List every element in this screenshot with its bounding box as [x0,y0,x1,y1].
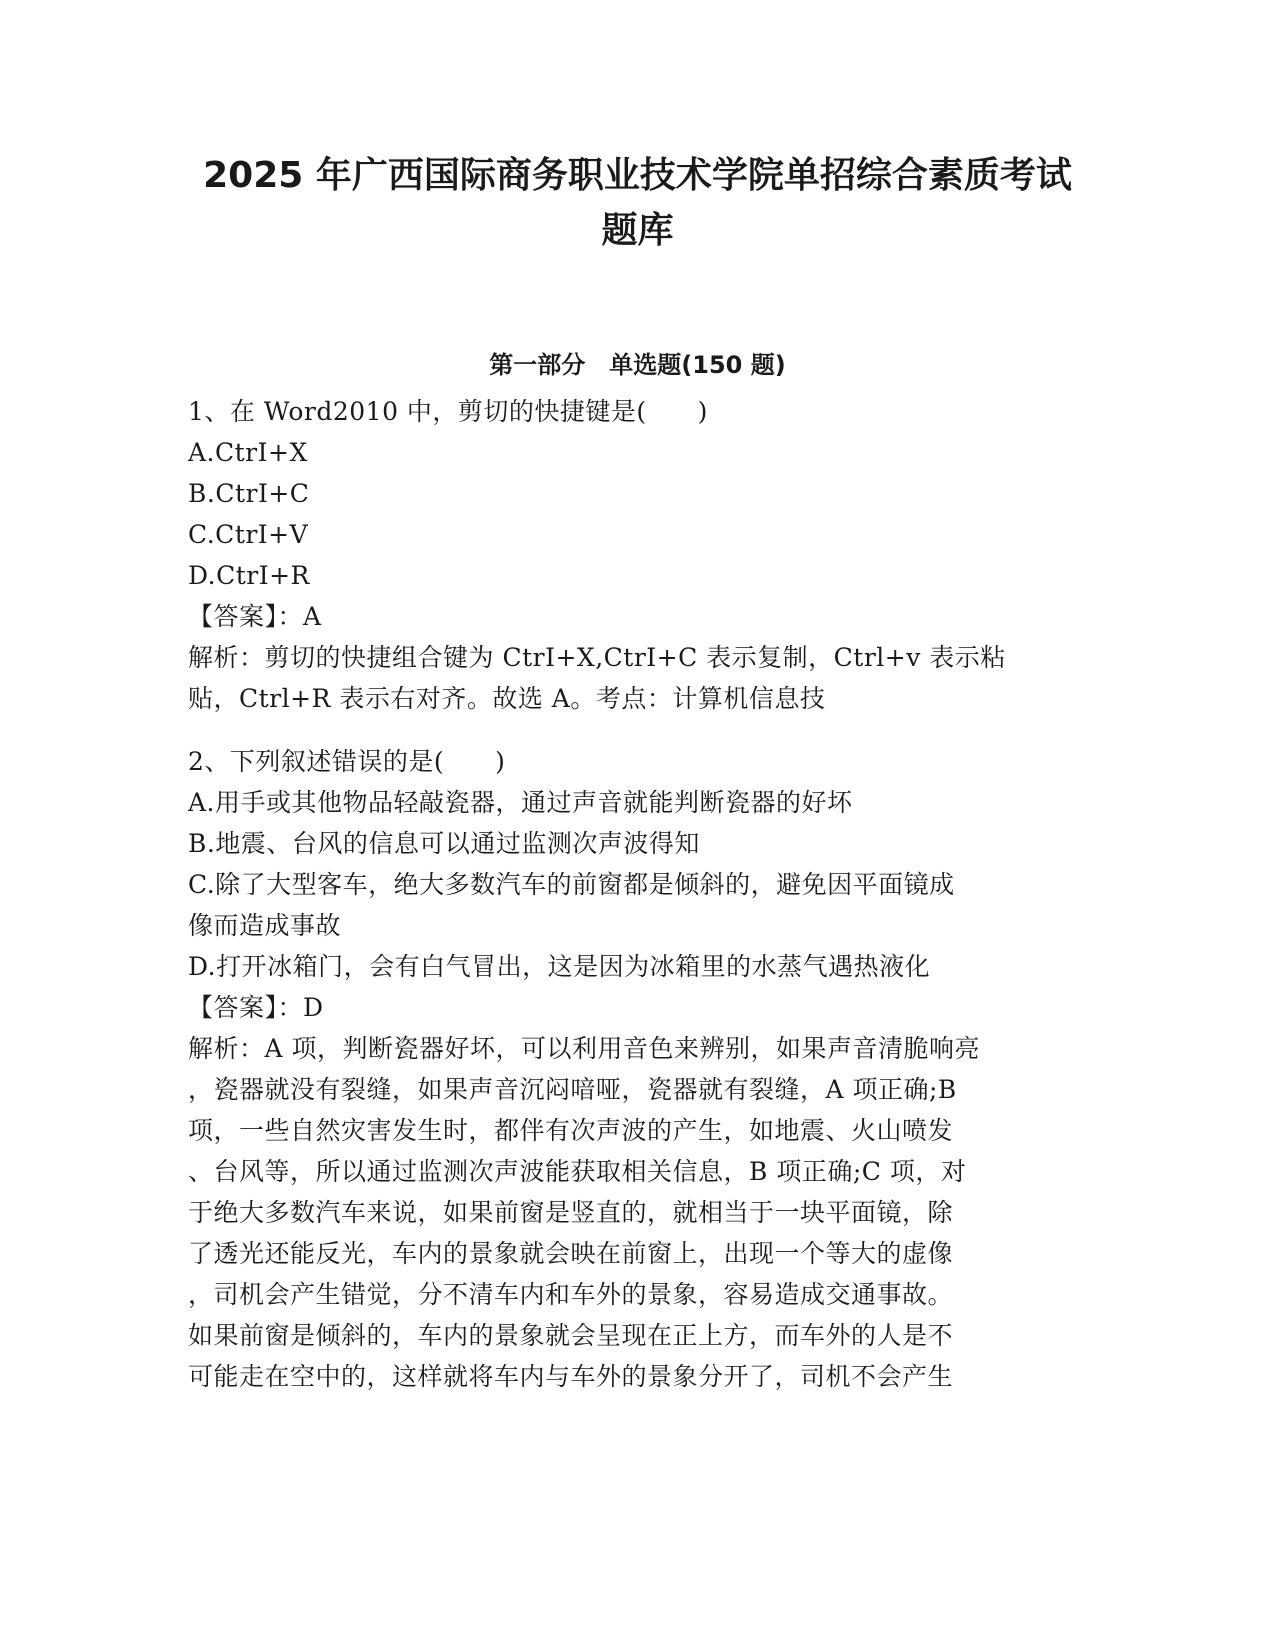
question-2-answer: 【答案】：D [188,993,324,1022]
question-1-answer: 【答案】：A [188,602,322,631]
question-2-option-d: D.打开冰箱门，会有白气冒出，这是因为冰箱里的水蒸气遇热液化 [188,952,931,981]
section-title: 第一部分 单选题(150 题) [489,351,786,379]
document-title-line-2: 题库 [601,210,674,251]
question-1-option-d: D.CtrI+R [188,561,310,590]
question-1-option-b: B.CtrI+C [188,479,310,508]
question-2-analysis-line: ，司机会产生错觉，分不清车内和车外的景象，容易造成交通事故。 [188,1280,954,1309]
question-2-analysis-line: 于绝大多数汽车来说，如果前窗是竖直的，就相当于一块平面镜，除 [188,1198,954,1227]
question-2-analysis-line: 项，一些自然灾害发生时，都伴有次声波的产生，如地震、火山喷发 [188,1116,954,1145]
question-1-option-a: A.CtrI+X [188,438,308,467]
question-2-analysis-line: 解析：A 项，判断瓷器好坏，可以利用音色来辨别，如果声音清脆响亮 [188,1034,981,1063]
question-1-analysis-line: 贴，Ctrl+R 表示右对齐。故选 A。考点：计算机信息技 [188,684,826,713]
question-1-analysis-line: 解析：剪切的快捷组合键为 CtrI+X,CtrI+C 表示复制，Ctrl+v 表示粘 [188,643,1006,672]
question-2-analysis-line: ，瓷器就没有裂缝，如果声音沉闷喑哑，瓷器就有裂缝，A 项正确;B [188,1075,957,1104]
question-2-option-b: B.地震、台风的信息可以通过监测次声波得知 [188,829,700,858]
question-2-stem: 2、下列叙述错误的是( ) [188,747,506,776]
document-title-line-1: 2025 年广西国际商务职业技术学院单招综合素质考试 [203,155,1072,196]
question-2-analysis-line: 了透光还能反光，车内的景象就会映在前窗上，出现一个等大的虚像 [188,1239,954,1268]
question-1-option-c: C.CtrI+V [188,520,309,549]
question-2-analysis-line: 、台风等，所以通过监测次声波能获取相关信息，B 项正确;C 项，对 [188,1157,967,1186]
question-2-option-a: A.用手或其他物品轻敲瓷器，通过声音就能判断瓷器的好坏 [188,788,853,817]
question-2-analysis-line: 如果前窗是倾斜的，车内的景象就会呈现在正上方，而车外的人是不 [188,1321,954,1350]
question-2-option-c: C.除了大型客车，绝大多数汽车的前窗都是倾斜的，避免因平面镜成 [188,870,955,899]
question-1-stem: 1、在 Word2010 中，剪切的快捷键是( ) [188,397,708,426]
question-2-analysis-line: 可能走在空中的，这样就将车内与车外的景象分开了，司机不会产生 [188,1362,954,1391]
question-2-option-c-cont: 像而造成事故 [188,911,342,940]
